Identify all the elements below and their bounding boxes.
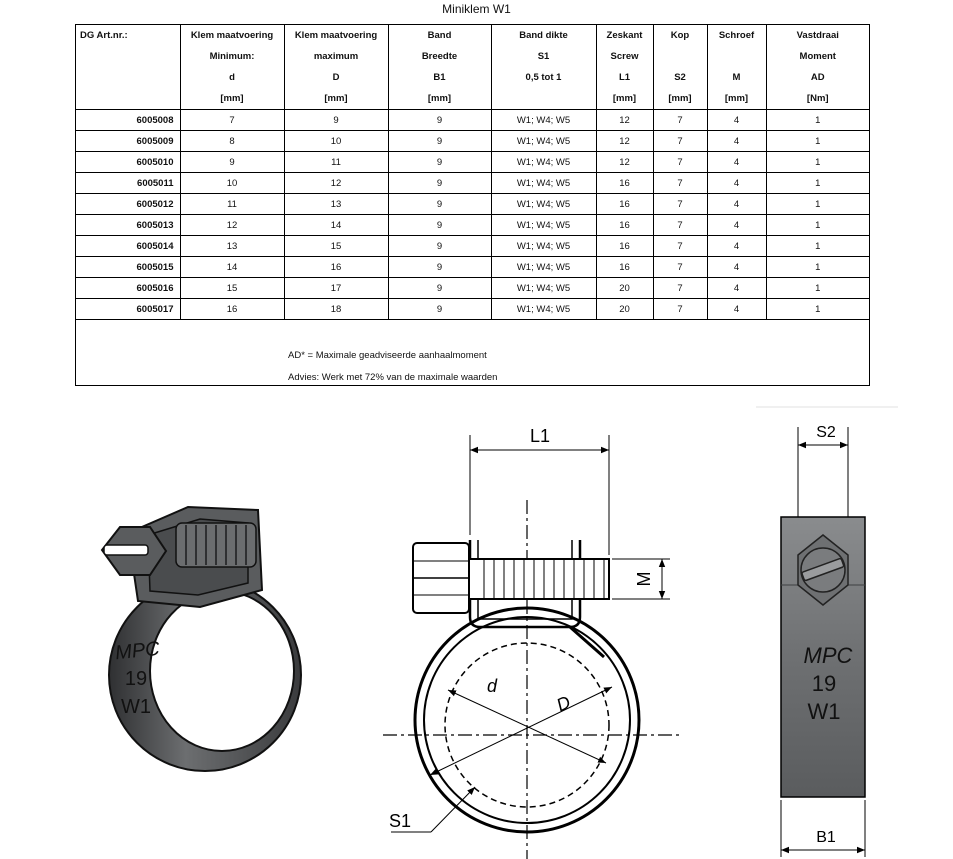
art-nr-cell: 6005011	[76, 173, 180, 194]
table-cell: 4	[707, 236, 766, 257]
table-cell: 8	[180, 131, 284, 152]
table-cell: 9	[388, 299, 491, 320]
table-cell: 12	[596, 152, 653, 173]
table-row	[76, 131, 869, 152]
label-d: d	[486, 676, 498, 696]
screw-slot	[104, 545, 148, 555]
table-cell: 16	[596, 173, 653, 194]
table-cell: 9	[388, 152, 491, 173]
spec-table-frame	[75, 24, 870, 386]
table-cell: 20	[596, 278, 653, 299]
table-cell: 16	[180, 299, 284, 320]
table-cell: 7	[653, 299, 707, 320]
table-cell: 12	[180, 215, 284, 236]
table-cell: 12	[284, 173, 388, 194]
art-nr-cell: 6005017	[76, 299, 180, 320]
header-schroef: Schroef M [mm]	[707, 25, 766, 110]
table-cell: 1	[766, 236, 869, 257]
art-nr-cell: 6005012	[76, 194, 180, 215]
table-cell: 20	[596, 299, 653, 320]
label-m: M	[634, 571, 654, 587]
label-b1: B1	[816, 829, 836, 846]
table-cell: 13	[284, 194, 388, 215]
table-cell: 14	[180, 257, 284, 278]
table-cell: 1	[766, 173, 869, 194]
table-cell: 7	[653, 110, 707, 131]
table-row	[76, 194, 869, 215]
table-cell: 4	[707, 194, 766, 215]
art-nr-cell: 6005010	[76, 152, 180, 173]
side-marking-mpc: MPC	[803, 643, 853, 668]
table-cell: W1; W4; W5	[491, 173, 596, 194]
table-cell: 9	[388, 194, 491, 215]
table-row	[76, 299, 869, 320]
clamp-front-view	[383, 435, 682, 859]
header-vastdraai-moment: Vastdraai Moment AD [Nm]	[766, 25, 869, 110]
table-cell: 16	[596, 257, 653, 278]
technical-drawing	[0, 395, 953, 859]
table-cell: 12	[596, 110, 653, 131]
table-cell: 7	[653, 173, 707, 194]
table-cell: 9	[284, 110, 388, 131]
band-tail	[570, 627, 604, 657]
table-cell: 15	[180, 278, 284, 299]
table-cell: 14	[284, 215, 388, 236]
table-cell: W1; W4; W5	[491, 215, 596, 236]
table-cell: W1; W4; W5	[491, 257, 596, 278]
header-kop: Kop S2 [mm]	[653, 25, 707, 110]
table-cell: 1	[766, 278, 869, 299]
table-row	[76, 110, 869, 131]
table-cell: 7	[180, 110, 284, 131]
table-cell: 1	[766, 299, 869, 320]
table-header-row	[76, 25, 869, 110]
art-nr-cell: 6005016	[76, 278, 180, 299]
table-row	[76, 278, 869, 299]
table-cell: 7	[653, 215, 707, 236]
table-cell: W1; W4; W5	[491, 278, 596, 299]
table-cell: 1	[766, 194, 869, 215]
table-row	[76, 236, 869, 257]
table-cell: 9	[388, 131, 491, 152]
label-s1: S1	[388, 811, 412, 831]
side-marking-size: 19	[811, 671, 837, 696]
table-cell: 16	[596, 215, 653, 236]
s1-leader	[431, 787, 475, 832]
header-klem-maximum: Klem maatvoering maximum D [mm]	[284, 25, 388, 110]
table-cell: 4	[707, 131, 766, 152]
table-cell: 1	[766, 131, 869, 152]
table-cell: W1; W4; W5	[491, 236, 596, 257]
table-cell: 13	[180, 236, 284, 257]
marking-type: W1	[121, 696, 151, 718]
screw-thread-lines	[186, 525, 246, 565]
table-cell: 18	[284, 299, 388, 320]
table-cell: 7	[653, 236, 707, 257]
table-row	[76, 152, 869, 173]
table-cell: 11	[284, 152, 388, 173]
table-notes	[288, 345, 497, 389]
table-cell: 9	[388, 173, 491, 194]
table-cell: 1	[766, 110, 869, 131]
table-cell: 4	[707, 257, 766, 278]
header-art-nr: DG Art.nr.:	[76, 25, 180, 110]
table-cell: 4	[707, 152, 766, 173]
table-cell: 9	[388, 215, 491, 236]
marking-mpc: MPC	[114, 637, 161, 665]
table-cell: 9	[388, 278, 491, 299]
table-cell: 15	[284, 236, 388, 257]
header-klem-minimum: Klem maatvoering Minimum: d [mm]	[180, 25, 284, 110]
table-cell: 12	[596, 131, 653, 152]
art-nr-cell: 6005013	[76, 215, 180, 236]
label-D: D	[553, 691, 574, 716]
table-row	[76, 173, 869, 194]
table-cell: 7	[653, 278, 707, 299]
art-nr-cell: 6005008	[76, 110, 180, 131]
side-marking-type: W1	[807, 699, 841, 724]
table-cell: 9	[180, 152, 284, 173]
label-l1: L1	[529, 426, 551, 446]
label-s2: S2	[816, 424, 836, 441]
note-advies: Advies: Werk met 72% van de maximale waarden	[288, 372, 498, 383]
spec-table	[76, 25, 869, 320]
header-band-dikte: Band dikte S1 0,5 tot 1	[491, 25, 596, 110]
table-cell: 7	[653, 194, 707, 215]
table-cell: W1; W4; W5	[491, 299, 596, 320]
note-ad: AD* = Maximale geadviseerde aanhaalmoment	[288, 350, 487, 361]
clamp-band-inner	[150, 591, 294, 751]
art-nr-cell: 6005014	[76, 236, 180, 257]
header-zeskant-screw: Zeskant Screw L1 [mm]	[596, 25, 653, 110]
table-cell: W1; W4; W5	[491, 110, 596, 131]
table-cell: 7	[653, 152, 707, 173]
clamp-3d-illustration	[102, 507, 301, 771]
D-dimension-line	[430, 687, 612, 775]
header-band-breedte: Band Breedte B1 [mm]	[388, 25, 491, 110]
table-cell: 10	[284, 131, 388, 152]
page-title: Miniklem W1	[442, 2, 511, 16]
table-cell: 1	[766, 215, 869, 236]
table-cell: 4	[707, 278, 766, 299]
table-cell: 7	[653, 131, 707, 152]
table-cell: 9	[388, 236, 491, 257]
art-nr-cell: 6005015	[76, 257, 180, 278]
table-cell: 16	[596, 194, 653, 215]
table-cell: 7	[653, 257, 707, 278]
table-cell: 4	[707, 173, 766, 194]
table-cell: 11	[180, 194, 284, 215]
table-cell: 1	[766, 257, 869, 278]
table-cell: 16	[284, 257, 388, 278]
table-cell: 1	[766, 152, 869, 173]
table-cell: 9	[388, 110, 491, 131]
art-nr-cell: 6005009	[76, 131, 180, 152]
table-cell: W1; W4; W5	[491, 131, 596, 152]
table-cell: 9	[388, 257, 491, 278]
table-cell: 10	[180, 173, 284, 194]
marking-size: 19	[124, 668, 148, 690]
clamp-side-view	[756, 407, 898, 857]
table-row	[76, 215, 869, 236]
table-cell: 16	[596, 236, 653, 257]
screw-shaft	[469, 559, 609, 599]
table-cell: 4	[707, 110, 766, 131]
table-row	[76, 257, 869, 278]
table-cell: 17	[284, 278, 388, 299]
table-cell: 4	[707, 215, 766, 236]
table-cell: 4	[707, 299, 766, 320]
table-cell: W1; W4; W5	[491, 152, 596, 173]
table-cell: W1; W4; W5	[491, 194, 596, 215]
